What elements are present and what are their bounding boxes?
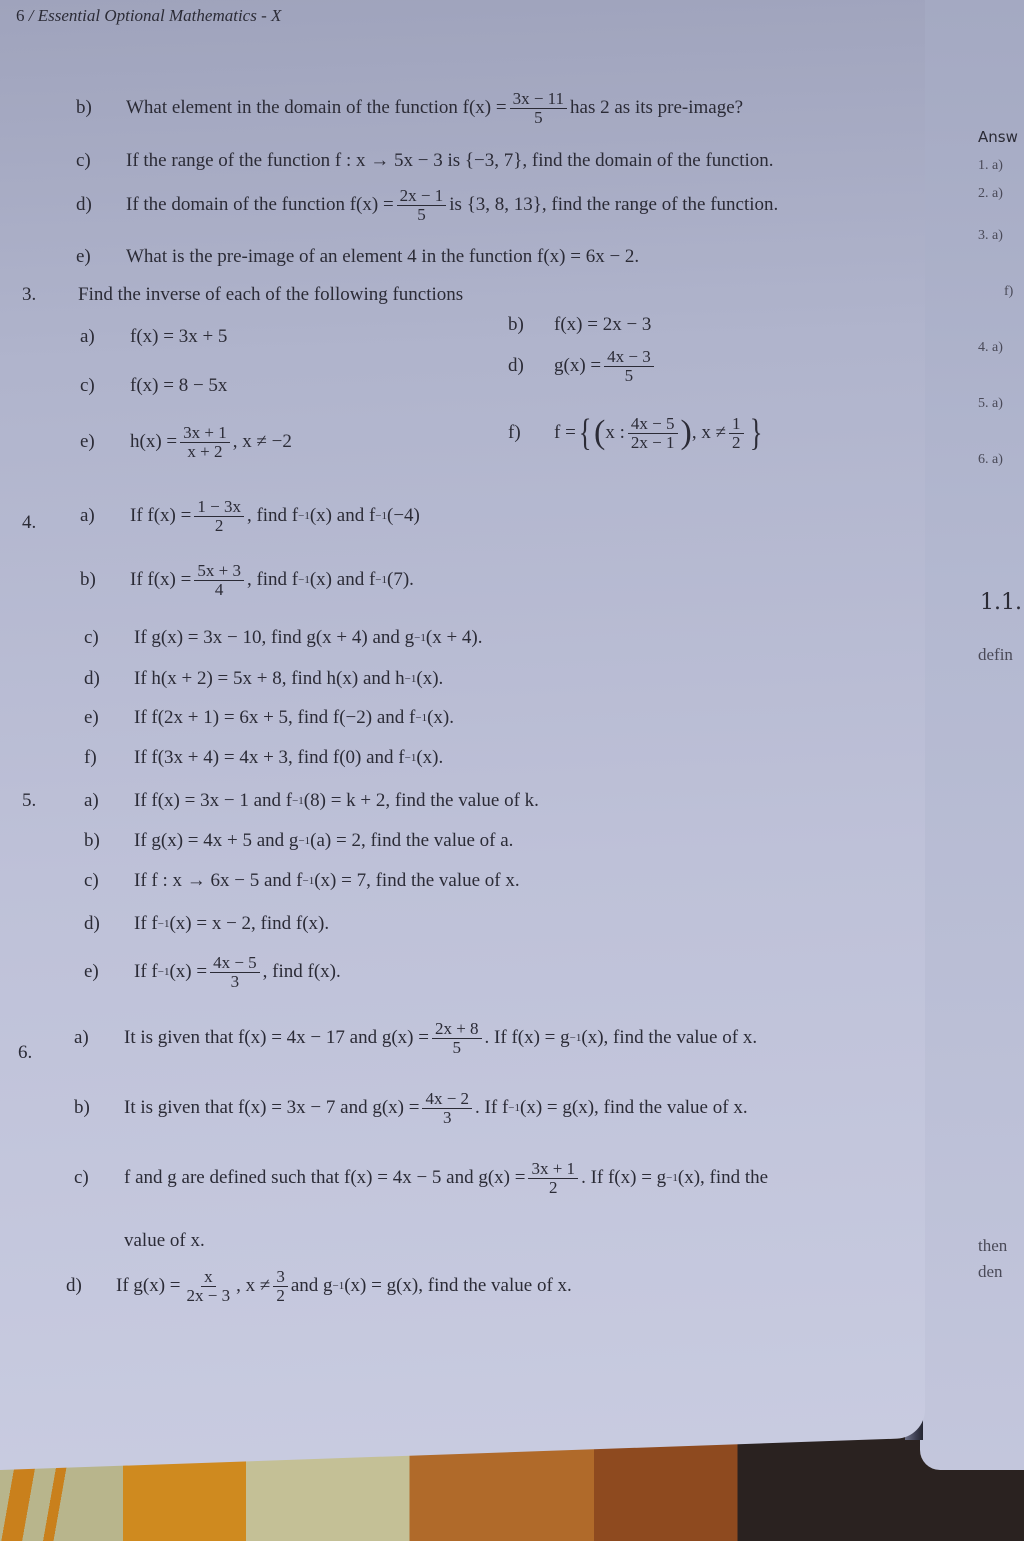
denominator: 2 (732, 432, 741, 452)
denominator: 5 (417, 204, 426, 224)
numerator: 4x − 5 (628, 415, 678, 434)
question-text: (x). (427, 707, 454, 728)
item-label: c) (84, 627, 99, 648)
right-page-word: then (978, 1236, 1008, 1255)
fraction (604, 348, 654, 385)
denominator: 5 (452, 1037, 461, 1057)
inverse-superscript: −1 (302, 875, 315, 887)
q2b (76, 90, 743, 127)
question-text: f(x) = 3x + 5 (130, 326, 228, 347)
numerator: 3x + 1 (180, 424, 230, 443)
item-label: b) (508, 314, 524, 335)
q6a (74, 1020, 757, 1057)
numerator: 4x − 2 (422, 1090, 472, 1109)
inverse-superscript: −1 (508, 1102, 520, 1115)
right-brace: } (749, 412, 763, 454)
item-label: e) (84, 707, 99, 728)
inverse-superscript: −1 (404, 673, 417, 685)
numerator: 3x − 11 (510, 90, 567, 109)
item-label: a) (80, 505, 95, 527)
item-label: b) (74, 1097, 90, 1119)
question-text: (−4) (387, 505, 420, 527)
question-text: If the range of the function f : x → 5x − 3 is {−3, 7}, find the domain of the function. (126, 150, 774, 171)
question-text: (7). (387, 569, 414, 591)
item-label: a) (80, 326, 95, 347)
header-separator: / (28, 6, 34, 25)
question-text: If g(x) = (116, 1275, 181, 1297)
question-text: It is given that f(x) = 3x − 7 and g(x) = (124, 1097, 420, 1119)
question-text: , x ≠ −2 (232, 431, 292, 453)
question-text: If f(3x + 4) = 4x + 3, find f(0) and f (134, 747, 405, 768)
question-text: It is given that f(x) = 4x − 17 and g(x) = (124, 1027, 429, 1049)
q4c (84, 627, 483, 649)
inverse-superscript: −1 (332, 1280, 345, 1293)
item-label: b) (76, 97, 92, 119)
question-text: If f(2x + 1) = 6x + 5, find f(−2) and f (134, 707, 416, 728)
question-text: . If f(x) = g (484, 1027, 570, 1049)
question-text: If h(x + 2) = 5x + 8, find h(x) and h (134, 668, 405, 689)
question-text: (8) = k + 2, find the value of k. (303, 790, 539, 811)
item-label: d) (66, 1275, 82, 1297)
q3d (508, 348, 657, 385)
left-paren: ( (594, 414, 606, 451)
denominator: 2x − 3 (186, 1285, 231, 1305)
item-label: e) (80, 431, 95, 453)
question-text: and g (290, 1275, 333, 1297)
page-number: 6 (16, 6, 25, 25)
question-text: (x) = 7, find the value of x. (314, 870, 520, 891)
numerator: 2x − 1 (397, 187, 447, 206)
question-text: If f(x) = (130, 505, 192, 527)
question-text: . If f(x) = g (581, 1167, 667, 1189)
fraction (184, 1268, 234, 1305)
q5-number: 5. (22, 790, 37, 811)
q4f (84, 747, 443, 769)
q4d (84, 668, 443, 690)
denominator: 2x − 1 (630, 432, 675, 452)
question-text: , x ≠ (236, 1275, 271, 1297)
question-text: If f (134, 913, 158, 934)
q3c (80, 375, 227, 397)
question-text: (x + 4). (425, 627, 483, 648)
question-text: f = (554, 422, 576, 443)
q5d (84, 913, 329, 935)
item-label: c) (84, 870, 99, 891)
item-label: d) (508, 355, 524, 377)
item-label: e) (84, 961, 99, 983)
denominator: x + 2 (187, 441, 223, 461)
q4a (80, 498, 420, 535)
right-paren: ) (680, 414, 692, 451)
numerator: 3x + 1 (528, 1160, 578, 1179)
item-label: d) (84, 668, 100, 689)
answer-item: 2. a) (978, 186, 1003, 201)
fraction (194, 562, 244, 599)
question-text: (x) and f (309, 569, 376, 591)
item-label: f) (508, 422, 521, 443)
question-text: f(x) = 2x − 3 (554, 314, 652, 335)
question-text: (x) and f (309, 505, 376, 527)
running-header (16, 6, 281, 26)
fraction (528, 1160, 578, 1197)
question-text: , x ≠ (691, 422, 727, 443)
numerator: 2x + 8 (432, 1020, 482, 1039)
q3f (508, 414, 765, 452)
q3-number: 3. (22, 284, 37, 305)
q2d (76, 187, 778, 224)
inverse-superscript: −1 (298, 835, 311, 847)
question-text: If f(x) = (130, 569, 192, 591)
right-page-word: den (978, 1262, 1003, 1281)
question-text: If f : x → 6x − 5 and f (134, 870, 303, 891)
q4e (84, 707, 454, 729)
inverse-superscript: −1 (298, 510, 310, 523)
question-text: is {3, 8, 13}, find the range of the function. (449, 194, 779, 216)
denominator: 3 (443, 1107, 452, 1127)
q6c-continuation: value of x. (124, 1230, 205, 1251)
item-label: a) (74, 1027, 89, 1049)
numerator: 1 (729, 415, 744, 434)
question-text: (x) = g(x), find the value of x. (520, 1097, 748, 1119)
numerator: 4x − 3 (604, 348, 654, 367)
q6c (74, 1160, 768, 1197)
item-label: c) (74, 1167, 89, 1189)
q6-number: 6. (18, 1042, 33, 1063)
question-text: has 2 as its pre-image? (570, 97, 744, 119)
fraction (729, 415, 744, 452)
q2c (76, 150, 774, 172)
question-text: If f (134, 961, 158, 983)
question-text: If g(x) = 4x + 5 and g (134, 830, 299, 851)
item-label: d) (84, 913, 100, 934)
item-label: c) (80, 375, 95, 396)
inverse-superscript: −1 (375, 510, 387, 523)
q6b (74, 1090, 748, 1127)
question-text: , find f (246, 569, 299, 591)
answer-item: f) (1004, 284, 1014, 299)
q3e (80, 424, 292, 461)
question-text: If g(x) = 3x − 10, find g(x + 4) and g (134, 627, 415, 648)
inverse-superscript: −1 (569, 1032, 582, 1045)
left-brace: { (578, 412, 592, 454)
question-text: , find f(x). (262, 961, 341, 983)
item-label: a) (84, 790, 99, 811)
denominator: 5 (534, 107, 543, 127)
question-text: What element in the domain of the function f(x) = (126, 97, 507, 119)
denominator: 2 (214, 515, 224, 535)
question-text: f(x) = 8 − 5x (130, 375, 228, 396)
question-text: (x) = g(x), find the value of x. (344, 1275, 572, 1297)
q3b (508, 314, 651, 336)
item-label: d) (76, 194, 92, 216)
answer-item: 6. a) (978, 452, 1003, 467)
numerator: 4x − 5 (210, 954, 260, 973)
q6d (66, 1268, 572, 1305)
fraction (180, 424, 230, 461)
q3a (80, 326, 227, 348)
fraction (194, 498, 244, 535)
q5c (84, 870, 520, 892)
fraction (273, 1268, 288, 1305)
question-text: (x), find the (677, 1167, 769, 1189)
q3-title: Find the inverse of each of the following functions (78, 284, 464, 305)
answer-item: 1. a) (978, 158, 1003, 173)
denominator: 2 (549, 1177, 558, 1197)
denominator: 2 (276, 1285, 285, 1305)
inverse-superscript: −1 (666, 1172, 678, 1185)
fraction (210, 954, 260, 991)
numerator: x (201, 1268, 216, 1287)
fraction (422, 1090, 472, 1127)
inverse-superscript: −1 (404, 752, 417, 764)
q5a (84, 790, 539, 812)
answers-heading: Answ (978, 128, 1018, 146)
fraction (397, 187, 447, 224)
inverse-superscript: −1 (375, 574, 387, 587)
question-text: , find f (246, 505, 299, 527)
q5e (84, 954, 341, 991)
question-text: If f(x) = 3x − 1 and f (134, 790, 293, 811)
fraction (432, 1020, 482, 1057)
inverse-superscript: −1 (415, 712, 428, 724)
question-text: f and g are defined such that f(x) = 4x − 5 and g(x) = (124, 1167, 526, 1189)
question-text: g(x) = (554, 355, 602, 377)
right-page-word: defin (978, 645, 1013, 664)
question-text: (x), find the value of x. (581, 1027, 758, 1049)
denominator: 4 (214, 579, 224, 599)
inverse-superscript: −1 (157, 918, 170, 930)
question-text: (x) = (169, 961, 208, 983)
question-text: (x). (416, 747, 444, 768)
answer-item: 5. a) (978, 396, 1003, 411)
inverse-superscript: −1 (298, 574, 310, 587)
numerator: 3 (273, 1268, 288, 1287)
numerator: 1 − 3x (194, 498, 244, 517)
question-text: . If f (475, 1097, 509, 1119)
answer-item: 4. a) (978, 340, 1003, 355)
denominator: 5 (624, 365, 634, 385)
denominator: 3 (230, 971, 240, 991)
question-text: (a) = 2, find the value of a. (310, 830, 514, 851)
item-label: b) (80, 569, 96, 591)
question-text: (x) = x − 2, find f(x). (169, 913, 330, 934)
q4-number: 4. (22, 512, 37, 533)
q2e (76, 246, 639, 268)
answer-item: 3. a) (978, 228, 1003, 243)
q5b (84, 830, 513, 852)
question-text: x : (605, 422, 625, 443)
inverse-superscript: −1 (414, 632, 426, 644)
item-label: c) (76, 150, 91, 171)
book-title: Essential Optional Mathematics - X (37, 6, 282, 25)
section-number: 1.1. (980, 590, 1022, 615)
item-label: b) (84, 830, 100, 851)
question-text: If the domain of the function f(x) = (126, 194, 394, 216)
fraction (628, 415, 678, 452)
item-label: f) (84, 747, 97, 768)
inverse-superscript: −1 (292, 795, 304, 807)
fraction (510, 90, 567, 127)
item-label: e) (76, 246, 91, 267)
question-text: (x). (416, 668, 444, 689)
q4b (80, 562, 414, 599)
question-text: What is the pre-image of an element 4 in the function f(x) = 6x − 2. (126, 246, 640, 267)
inverse-superscript: −1 (157, 966, 170, 979)
numerator: 5x + 3 (194, 562, 244, 581)
question-text: h(x) = (130, 431, 178, 453)
